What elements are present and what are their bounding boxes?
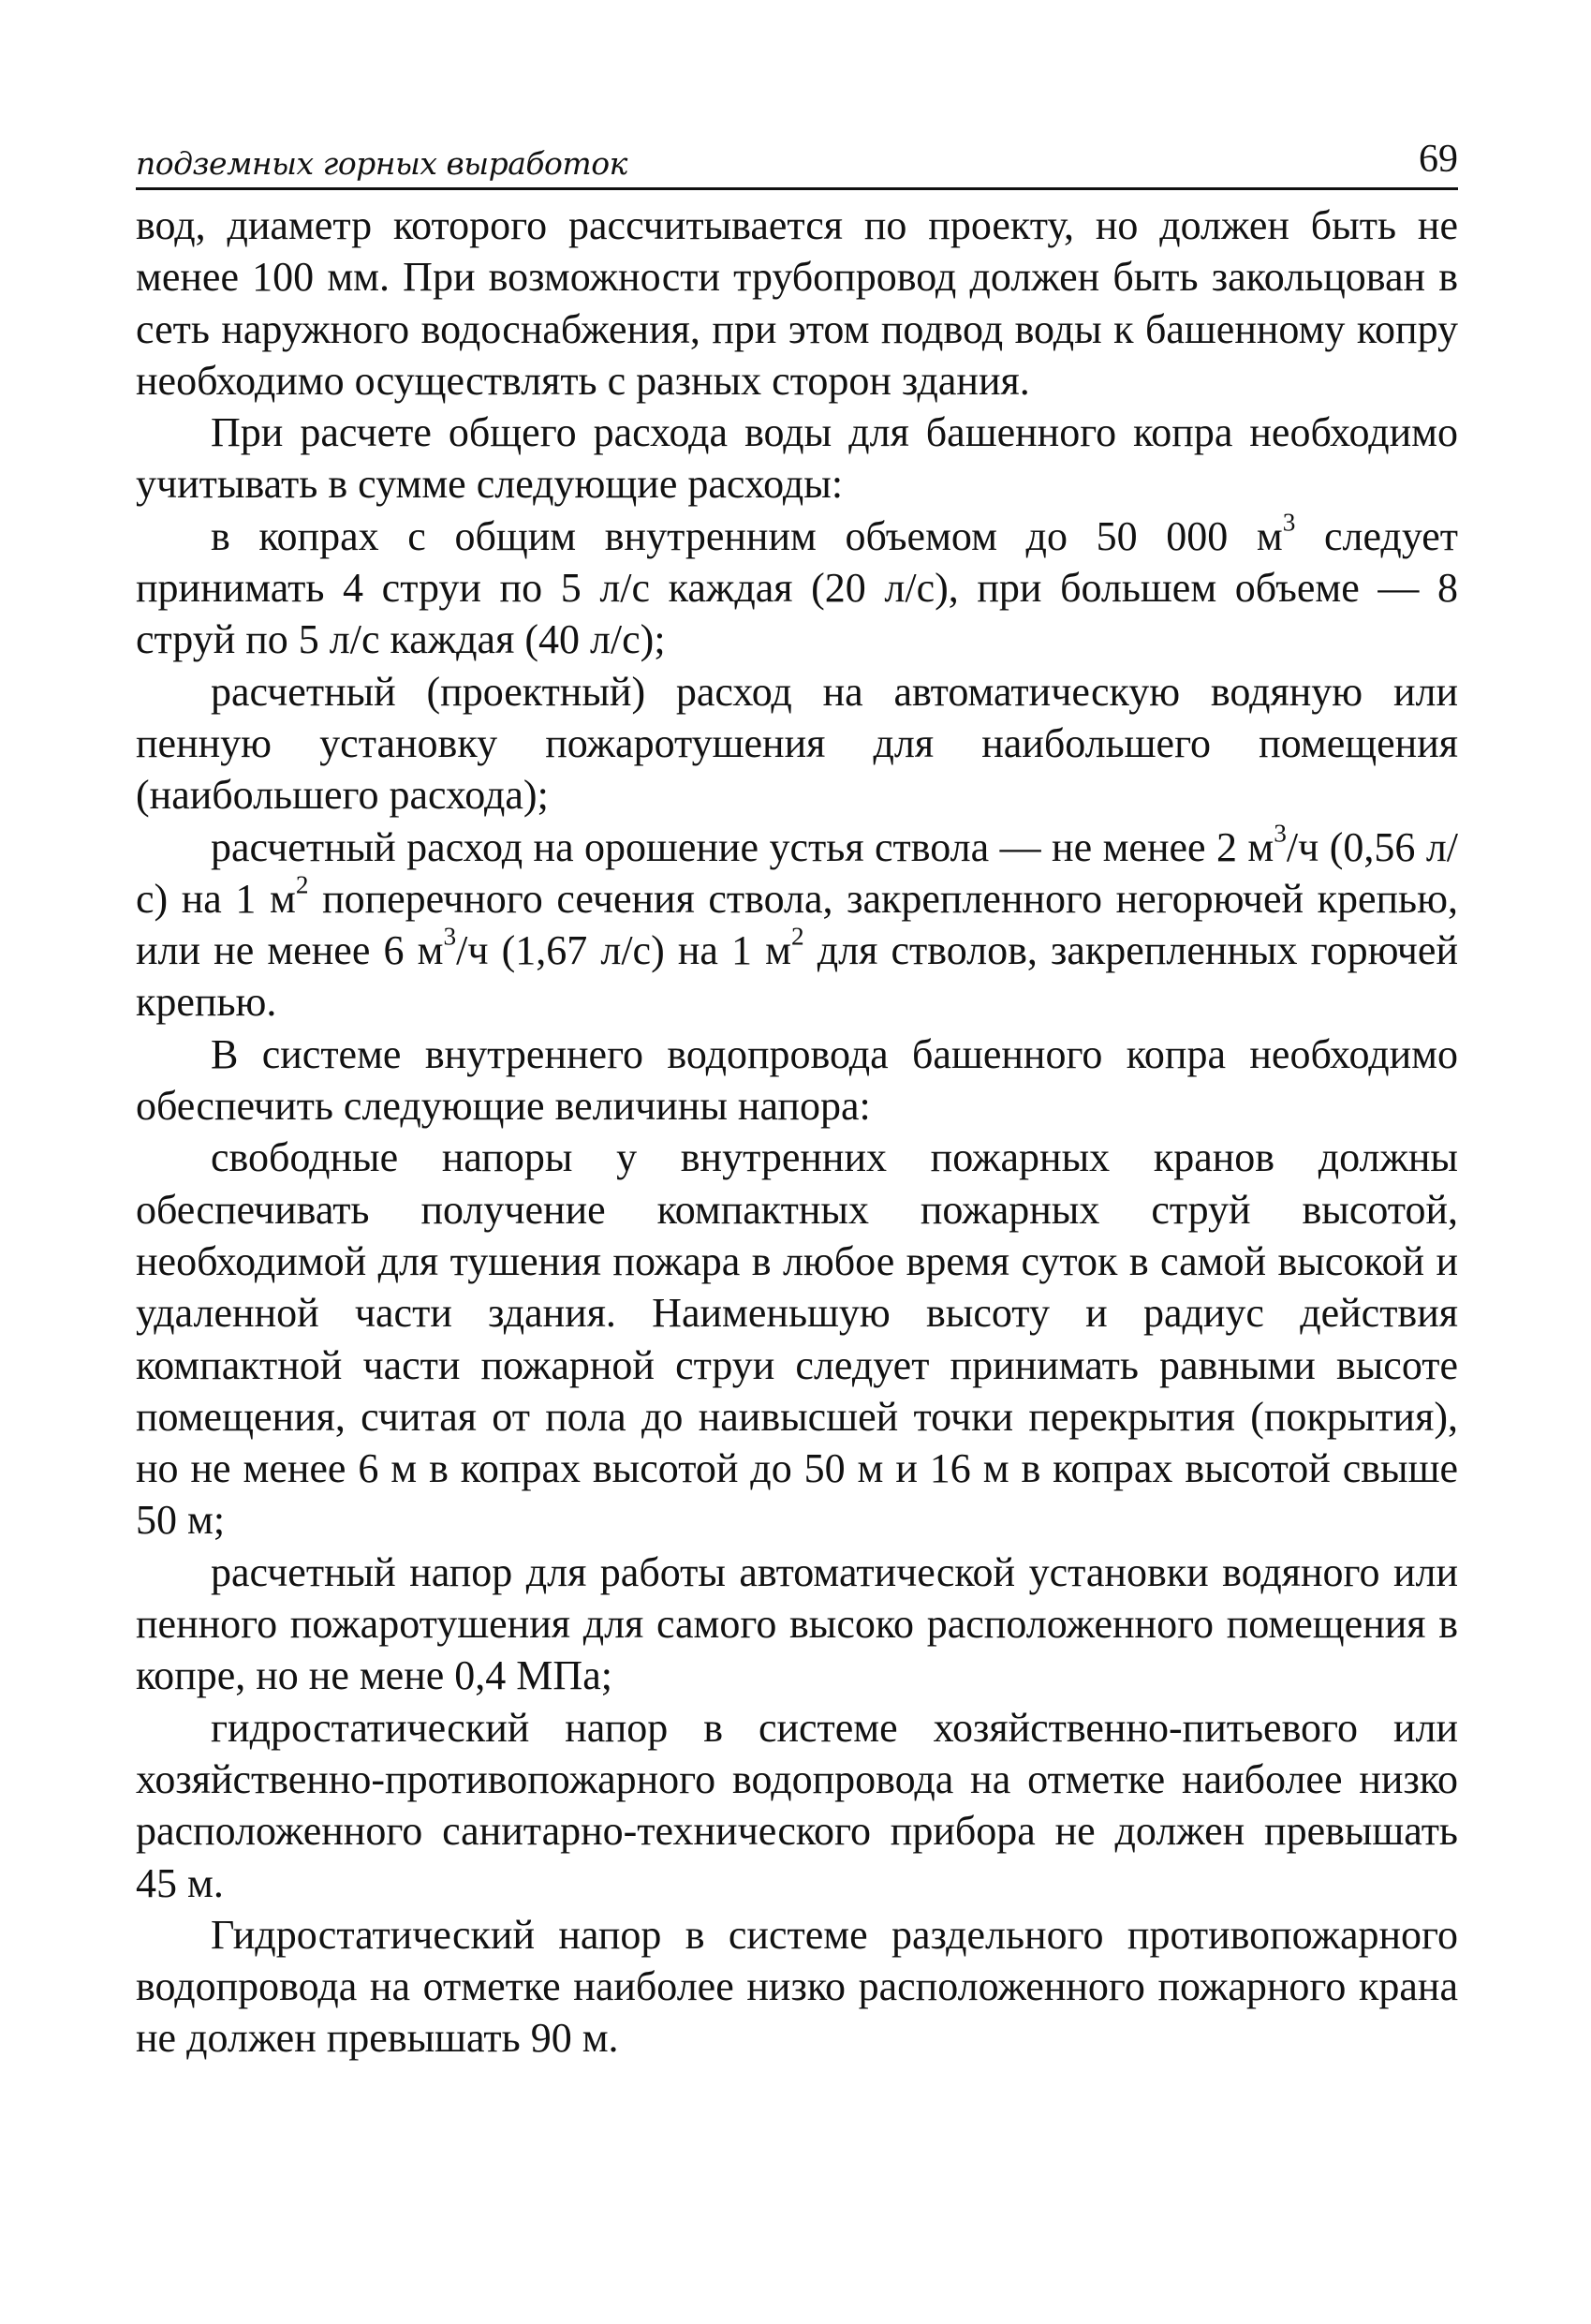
superscript: 3 (1282, 508, 1296, 537)
superscript: 3 (1274, 819, 1287, 848)
superscript: 2 (791, 922, 804, 951)
paragraph-4: расчетный (проектный) расход на автоматическую водяную или пенную установку пожаротушения для наибольшего помещения (наибольшего расхода); (136, 668, 1458, 819)
body-text (136, 200, 1458, 2065)
page-number: 69 (1419, 138, 1458, 181)
book-page (136, 131, 1458, 2065)
paragraph-3: в копрах с общим внутренним объемом до 50 000 $м^3$ следует принимать 4 струи по 5 л/с каждая (20 л/с), при большем объеме — 8 струй по 5 л/с каждая (40 л/с); (136, 508, 1459, 663)
paragraph-6: В системе внутреннего водопровода башенного копра необходимо обеспечить следующие величины напора: (136, 1030, 1458, 1130)
paragraph-2: При расчете общего расхода воды для башенного копра необходимо учитывать в сумме следующие расходы: (136, 409, 1458, 508)
paragraph-1: вод, диаметр которого рассчитывается по проекту, но должен быть не менее 100 мм. При возможности трубопровод должен быть закольцован в сеть наружного водоснабжения, при этом подвод воды к башенному копру необходимо осуществлять с разных сторон здания. (136, 202, 1458, 404)
paragraph-5: расчетный расход на орошение устья ствола — не менее 2 $м^3/ч$ (0,56 л/с) на 1 $м^2$ поперечного сечения ствола, закрепленного негорючей крепью, или не менее 6 $м^3/ч$ (1,67 л/с) на 1 $м^2$ для стволов, закрепленных горючей крепью. (136, 819, 1459, 1026)
superscript: 3 (443, 922, 457, 951)
superscript: 2 (295, 870, 309, 899)
running-title: подземных горных выработок (136, 145, 627, 182)
paragraph-8: расчетный напор для работы автоматической установки водяного или пенного пожаротушения для самого высоко расположенного помещения в копре, но не мене 0,4 МПа; (136, 1548, 1458, 1699)
paragraph-9: гидростатический напор в системе хозяйственно-питьевого или хозяйственно-противопожарного водопровода на отметке наиболее низко расположенного санитарно-технического прибора не должен превышать 45 м. (136, 1704, 1458, 1906)
paragraph-7: свободные напоры у внутренних пожарных кранов должны обеспечивать получение компактных пожарных струй высотой, необходимой для тушения пожара в любое время суток в самой высокой и удаленной части здания. Наименьшую высоту и радиус действия компактной части пожарной струи следует принимать равными высоте помещения, считая от пола до наивысшей точки перекрытия (покрытия), но не менее 6 м в копрах высотой до 50 м и 16 м в копрах высотой свыше 50 м; (136, 1134, 1458, 1544)
paragraph-10: Гидростатический напор в системе раздельного противопожарного водопровода на отметке наиболее низко расположенного пожарного крана не должен превышать 90 м. (136, 1911, 1458, 2062)
running-header (136, 131, 1458, 190)
